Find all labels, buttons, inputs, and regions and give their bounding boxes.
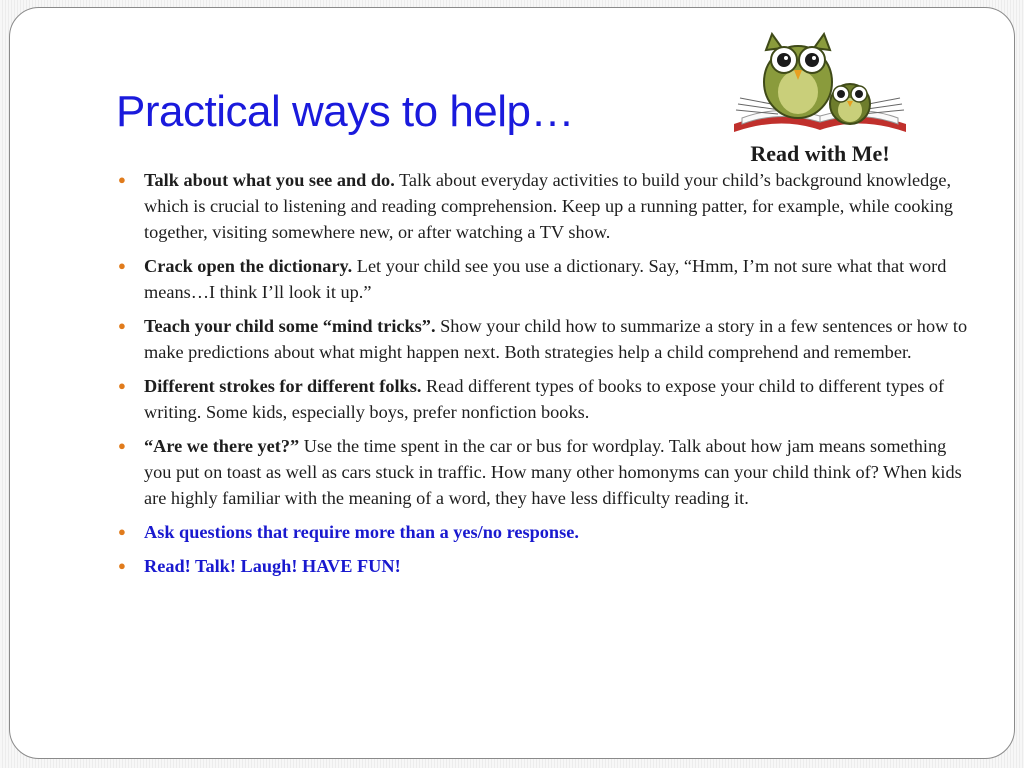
bullet-lead: Talk about what you see and do. — [144, 170, 395, 190]
bullet-icon: ● — [118, 558, 126, 573]
slide — [9, 7, 1015, 759]
bullet-body: Read different types of books to expose your child to different types of writing. Some kids, especially boys, prefer nonfiction books. — [144, 376, 945, 422]
bullet-dictionary — [118, 253, 968, 305]
bullet-are-we-there — [118, 433, 968, 511]
bullet-icon: ● — [118, 524, 126, 539]
bullet-lead: Crack open the dictionary. — [144, 256, 353, 276]
bullet-ask-questions — [118, 519, 968, 545]
bullet-body: Let your child see you use a dictionary. Say, “Hmm, I’m not sure what that word means…I think I’ll look it up.” — [144, 256, 947, 302]
read-with-me-logo — [720, 20, 920, 166]
bullet-body: Use the time spent in the car or bus for wordplay. Talk about how jam means something you put on toast as well as cars stuck in traffic. How many other homonyms can your child think of? When kids are highly familiar with the meaning of a word, they have less difficulty reading it. — [144, 436, 962, 508]
bullet-mind-tricks — [118, 313, 968, 365]
bullet-text: Read! Talk! Laugh! HAVE FUN! — [144, 556, 401, 576]
logo-text: Read with Me! — [750, 141, 890, 166]
bullet-body: Talk about everyday activities to build your child’s background knowledge, which is crucial to listening and reading comprehension. Keep up a running patter, for example, while cooking together, visiting somewhere new, or after watching a TV show. — [144, 170, 953, 242]
bullet-list — [118, 167, 968, 587]
bullet-icon: ● — [118, 438, 126, 453]
bullet-talk-about — [118, 167, 968, 245]
bullet-icon: ● — [118, 318, 126, 333]
bullet-icon: ● — [118, 378, 126, 393]
bullet-icon: ● — [118, 258, 126, 273]
slide-title: Practical ways to help… — [116, 87, 575, 136]
bullet-icon: ● — [118, 172, 126, 187]
bullet-lead: Teach your child some “mind tricks”. — [144, 316, 436, 336]
bullet-have-fun — [118, 553, 968, 579]
bullet-different-strokes — [118, 373, 968, 425]
bullet-body: Show your child how to summarize a story in a few sentences or how to make predictions about what might happen next. Both strategies help a child comprehend and remember. — [144, 316, 968, 362]
owls-reading-icon — [720, 20, 920, 142]
bullet-lead: “Are we there yet?” — [144, 436, 300, 456]
bullet-lead: Different strokes for different folks. — [144, 376, 422, 396]
bullet-text: Ask questions that require more than a yes/no response. — [144, 522, 579, 542]
